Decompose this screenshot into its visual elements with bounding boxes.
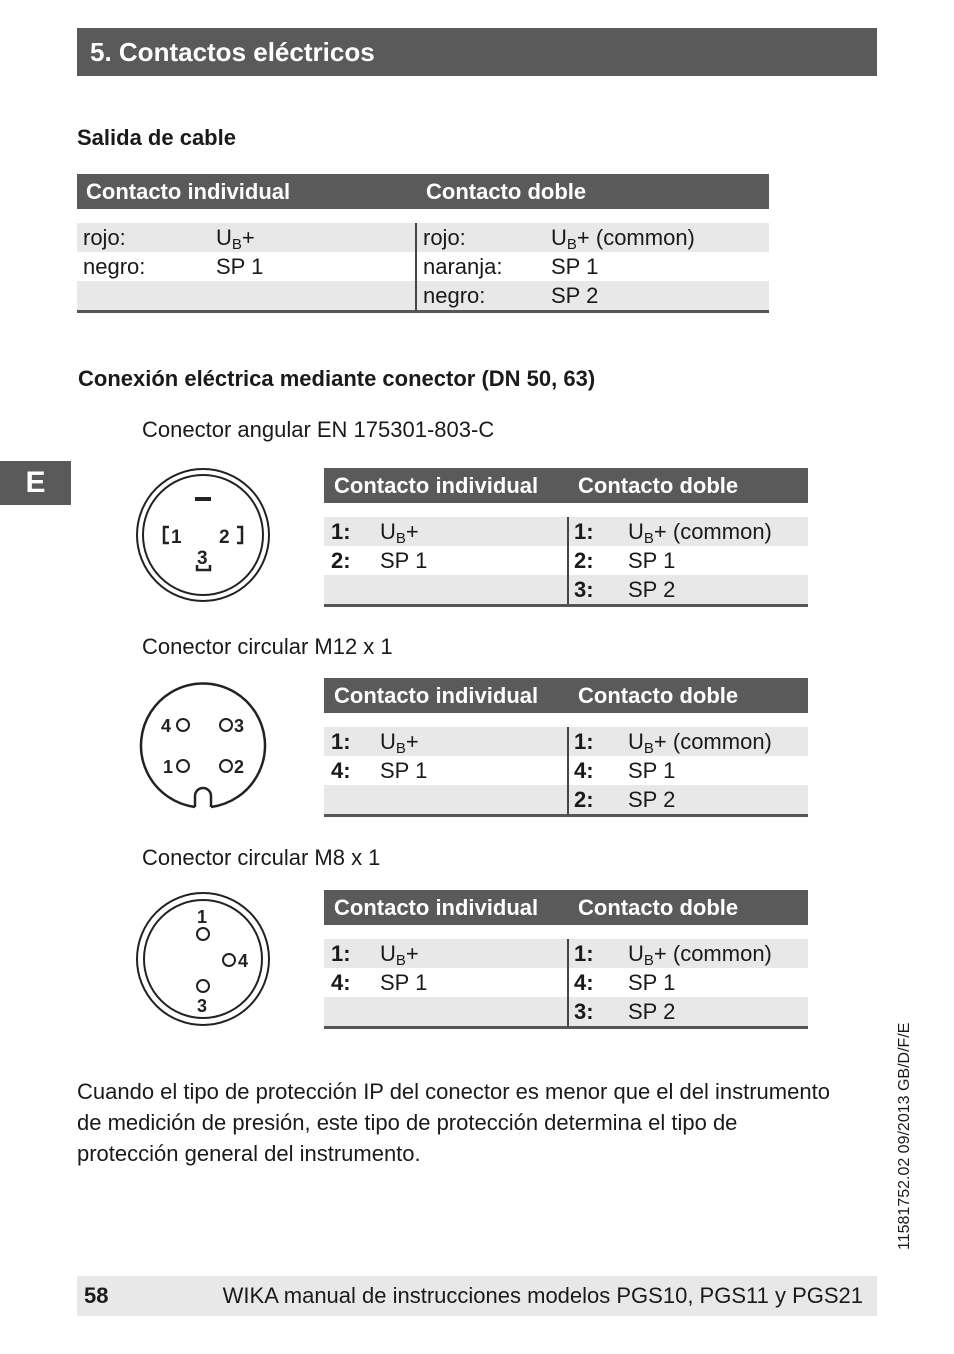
column-divider [415,223,417,311]
cell: SP 2 [628,999,676,1024]
connector-heading: Conexión eléctrica mediante conector (DN 50, 63) [78,366,596,391]
cell: 2: [574,548,594,573]
language-tab: E [0,461,71,505]
table-row [324,546,808,575]
header-single: Contacto individual [86,179,291,204]
section-title: 5. Contactos eléctricos [77,28,877,76]
cell: rojo: [83,225,126,250]
cell: 1: [574,729,594,754]
connector-table [324,468,808,608]
table-header [324,468,808,503]
connector-title: Conector circular M8 x 1 [142,845,381,870]
table-row [77,252,769,281]
table-bottom-rule [324,814,808,817]
page-footer [77,1276,877,1316]
pin-label: 4 [238,951,249,971]
header-double: Contacto doble [426,179,587,204]
m8-connector-diagram [135,891,273,1029]
table-bottom-rule [324,604,808,607]
pin-label: 4 [161,716,172,736]
column-divider [567,517,569,605]
cell: 1: [574,519,594,544]
table-header [324,890,808,925]
cell: 4: [574,970,594,995]
cell: SP 1 [380,970,428,995]
pin-label: 1 [197,907,208,927]
cell: 1: [331,729,351,754]
column-divider [567,727,569,815]
header-single: Contacto individual [334,895,539,920]
angular-connector-diagram [135,467,273,605]
page-number: 58 [84,1283,109,1308]
cell: $U_B+$ (common) [628,729,772,757]
table-row [324,939,808,968]
cell: 4: [331,970,351,995]
cell: 1: [331,519,351,544]
table-row [77,281,769,310]
header-single: Contacto individual [334,473,539,498]
cable-table [77,174,769,314]
table-bottom-rule [77,310,769,313]
table-header [324,678,808,713]
cell: 3: [574,999,594,1024]
cell: SP 1 [628,548,676,573]
cell: 1: [574,941,594,966]
cell: SP 1 [551,254,599,279]
cell: SP 1 [380,548,428,573]
table-bottom-rule [324,1026,808,1029]
cell: 3: [574,577,594,602]
table-row [324,785,808,814]
cell: 4: [574,758,594,783]
footer-text: WIKA manual de instrucciones modelos PGS10, PGS11 y PGS21 [222,1283,863,1308]
pin-label: 1 [163,757,174,777]
cell: SP 1 [628,758,676,783]
connector-table [324,890,808,1030]
cell: 4: [331,758,351,783]
cable-heading: Salida de cable [77,125,236,150]
table-row [324,575,808,604]
connector-title: Conector angular EN 175301-803-C [142,417,495,442]
document-code: 11581752.02 09/2013 GB/D/F/E [896,1022,913,1250]
connector-table [324,678,808,818]
pin-label: 3 [234,716,245,736]
table-row [324,968,808,997]
cell: 2: [331,548,351,573]
cell: 2: [574,787,594,812]
cell: $U_B+$ (common) [628,519,772,547]
cell: naranja: [423,254,503,279]
header-double: Contacto doble [578,683,739,708]
header-single: Contacto individual [334,683,539,708]
connector-title: Conector circular M12 x 1 [142,634,393,659]
pin-label: 2 [219,527,230,548]
header-double: Contacto doble [578,473,739,498]
table-header [77,174,769,209]
column-divider [567,939,569,1027]
cell: $U_B+$ (common) [628,941,772,969]
table-row [77,223,769,252]
cell: SP 1 [216,254,264,279]
pin-label: 3 [197,548,208,569]
cell: SP 1 [628,970,676,995]
cell: 1: [331,941,351,966]
cell: $U_B+$ [380,519,419,547]
cell: $U_B+$ [380,941,419,969]
header-double: Contacto doble [578,895,739,920]
table-row [324,517,808,546]
table-row [324,756,808,785]
pin-label: 2 [234,757,245,777]
protection-note: Cuando el tipo de protección IP del conector es menor que el del instrumento de medición de presión, este tipo de protección determina el tipo de protección general del instrumento. [77,1079,830,1166]
table-row [324,997,808,1026]
cell: $U_B+$ [216,225,255,253]
cell: $U_B+$ [380,729,419,757]
pin-label: 3 [197,996,208,1016]
cell: SP 1 [380,758,428,783]
cell: SP 2 [628,577,676,602]
m12-connector-diagram [135,678,273,816]
pin-label: 1 [171,527,182,548]
table-row [324,727,808,756]
cell: SP 2 [628,787,676,812]
cell: negro: [423,283,486,308]
cell: SP 2 [551,283,599,308]
cell: $U_B+$ (common) [551,225,695,253]
cell: rojo: [423,225,466,250]
cell: negro: [83,254,146,279]
